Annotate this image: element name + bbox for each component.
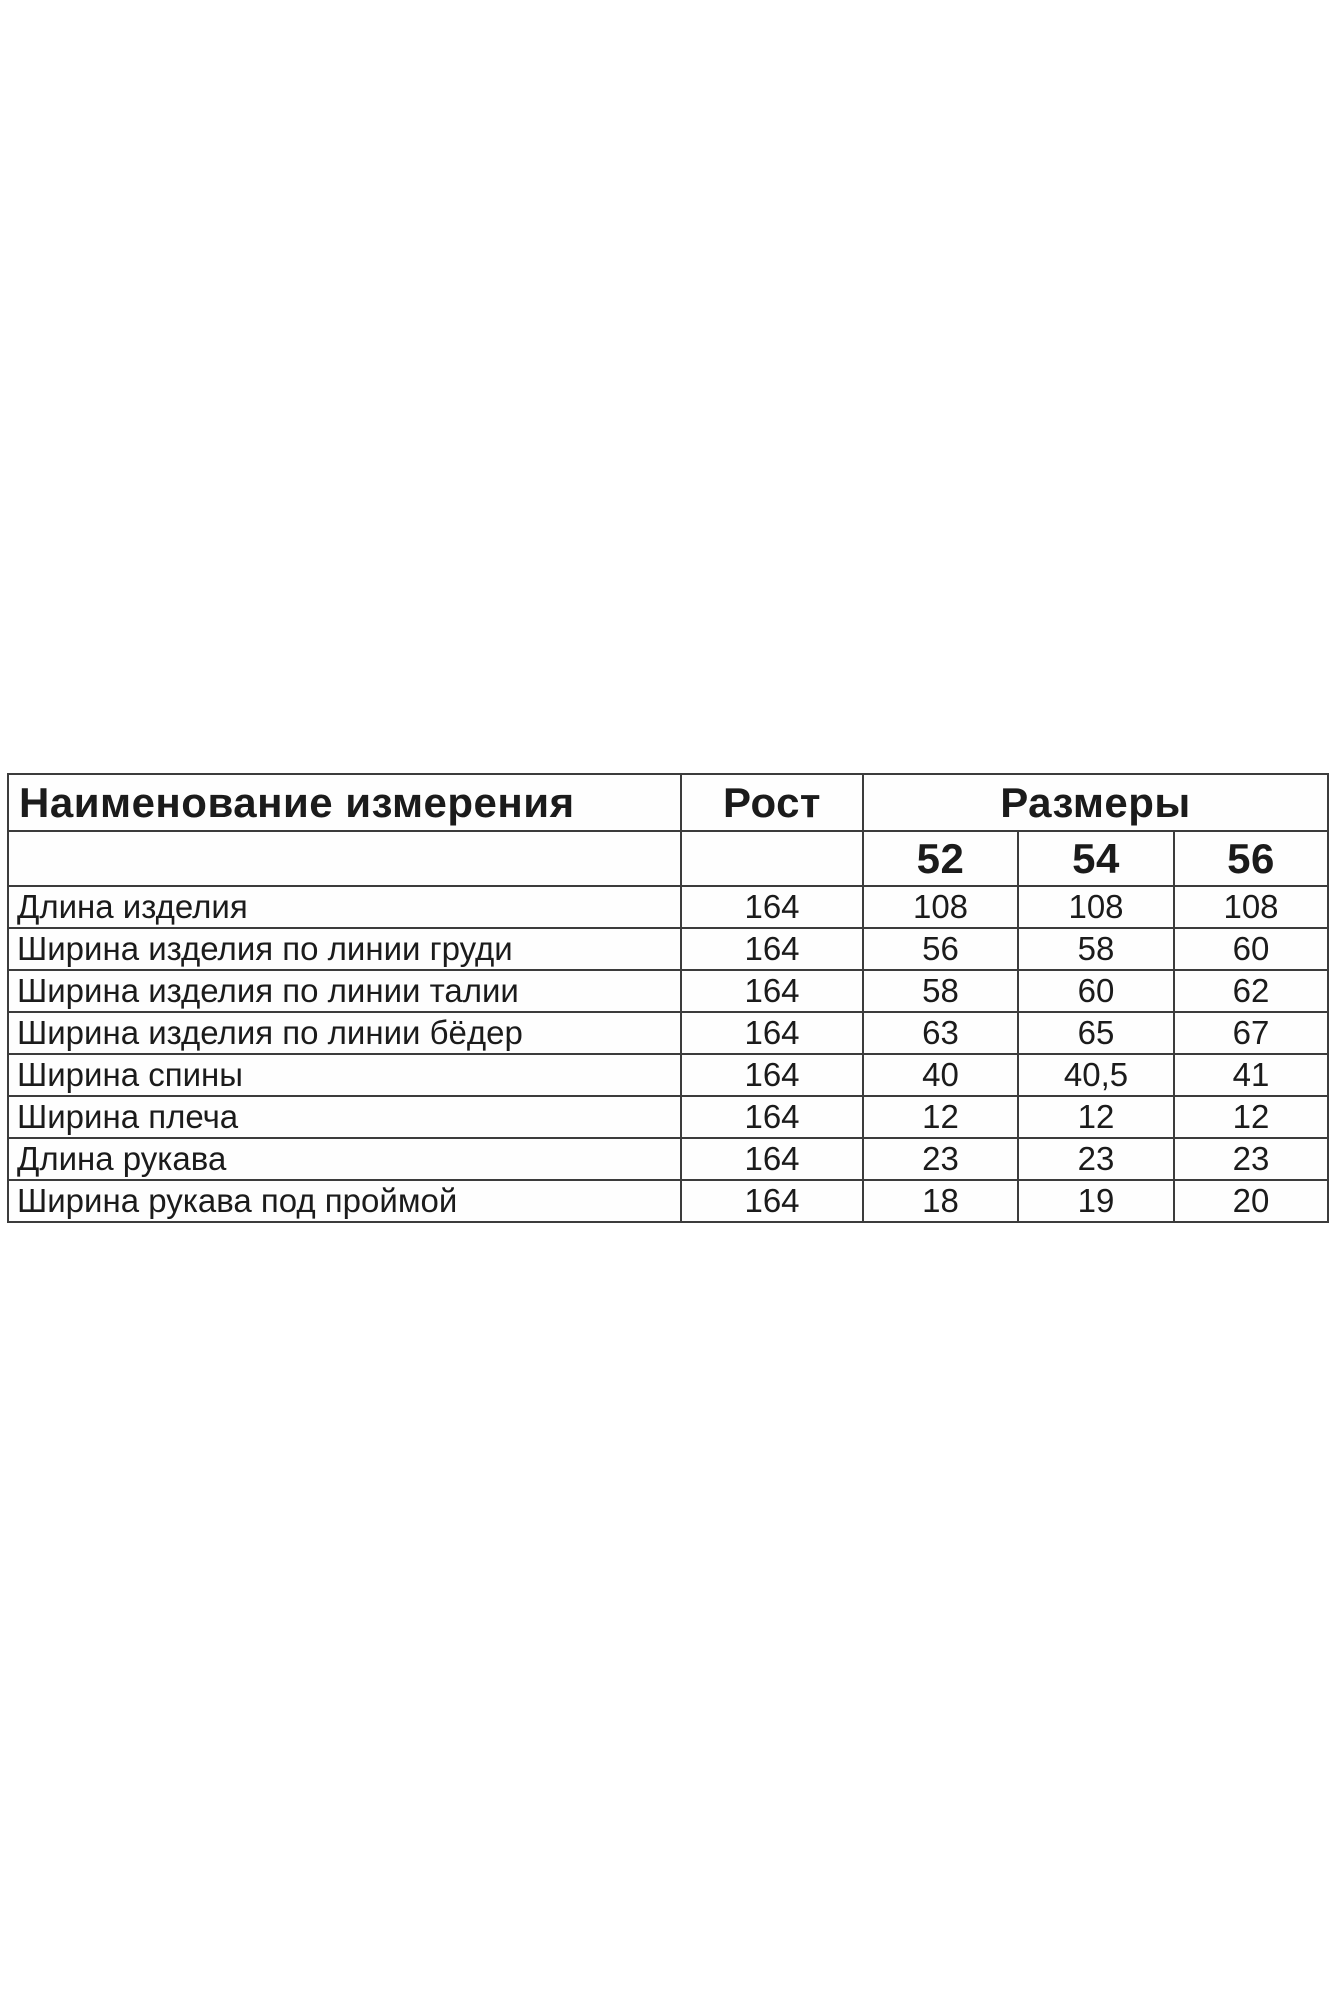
table-row — [8, 1180, 1328, 1222]
header-size-56: 56 — [1174, 831, 1328, 886]
size-56-value-cell: 62 — [1174, 970, 1328, 1012]
rost-value-cell: 164 — [681, 1096, 863, 1138]
size-54-value-cell: 12 — [1018, 1096, 1174, 1138]
measurement-label-cell: Длина рукава — [8, 1138, 681, 1180]
measurement-label-cell: Ширина плеча — [8, 1096, 681, 1138]
size-52-value-cell: 56 — [863, 928, 1018, 970]
size-52-value-cell: 108 — [863, 886, 1018, 928]
header-measurement-name: Наименование измерения — [8, 774, 681, 831]
size-54-value-cell: 58 — [1018, 928, 1174, 970]
size-52-value-cell: 18 — [863, 1180, 1018, 1222]
header-empty-name-cell — [8, 831, 681, 886]
rost-value-cell: 164 — [681, 1054, 863, 1096]
size-52-value-cell: 58 — [863, 970, 1018, 1012]
rost-value-cell: 164 — [681, 1012, 863, 1054]
size-52-value-cell: 40 — [863, 1054, 1018, 1096]
header-size-52: 52 — [863, 831, 1018, 886]
rost-value-cell: 164 — [681, 970, 863, 1012]
size-chart-table — [7, 773, 1329, 1223]
header-row-sizes — [8, 831, 1328, 886]
table-row — [8, 1096, 1328, 1138]
measurement-label-cell: Ширина спины — [8, 1054, 681, 1096]
header-size-54: 54 — [1018, 831, 1174, 886]
header-row-main — [8, 774, 1328, 831]
table-row — [8, 1054, 1328, 1096]
table-row — [8, 886, 1328, 928]
size-54-value-cell: 108 — [1018, 886, 1174, 928]
table-row — [8, 928, 1328, 970]
size-52-value-cell: 23 — [863, 1138, 1018, 1180]
measurement-label-cell: Ширина рукава под проймой — [8, 1180, 681, 1222]
measurement-label-cell: Ширина изделия по линии груди — [8, 928, 681, 970]
size-54-value-cell: 23 — [1018, 1138, 1174, 1180]
rost-value-cell: 164 — [681, 886, 863, 928]
rost-value-cell: 164 — [681, 928, 863, 970]
size-56-value-cell: 60 — [1174, 928, 1328, 970]
measurement-label-cell: Длина изделия — [8, 886, 681, 928]
size-56-value-cell: 108 — [1174, 886, 1328, 928]
size-56-value-cell: 41 — [1174, 1054, 1328, 1096]
size-56-value-cell: 67 — [1174, 1012, 1328, 1054]
size-54-value-cell: 19 — [1018, 1180, 1174, 1222]
table-row — [8, 1138, 1328, 1180]
size-52-value-cell: 63 — [863, 1012, 1018, 1054]
size-56-value-cell: 23 — [1174, 1138, 1328, 1180]
measurement-label-cell: Ширина изделия по линии бёдер — [8, 1012, 681, 1054]
header-sizes: Размеры — [863, 774, 1328, 831]
table-row — [8, 970, 1328, 1012]
rost-value-cell: 164 — [681, 1180, 863, 1222]
size-54-value-cell: 40,5 — [1018, 1054, 1174, 1096]
size-54-value-cell: 65 — [1018, 1012, 1174, 1054]
size-56-value-cell: 20 — [1174, 1180, 1328, 1222]
header-rost: Рост — [681, 774, 863, 831]
measurement-label-cell: Ширина изделия по линии талии — [8, 970, 681, 1012]
rost-value-cell: 164 — [681, 1138, 863, 1180]
size-56-value-cell: 12 — [1174, 1096, 1328, 1138]
table-row — [8, 1012, 1328, 1054]
size-52-value-cell: 12 — [863, 1096, 1018, 1138]
header-empty-rost-cell — [681, 831, 863, 886]
size-54-value-cell: 60 — [1018, 970, 1174, 1012]
